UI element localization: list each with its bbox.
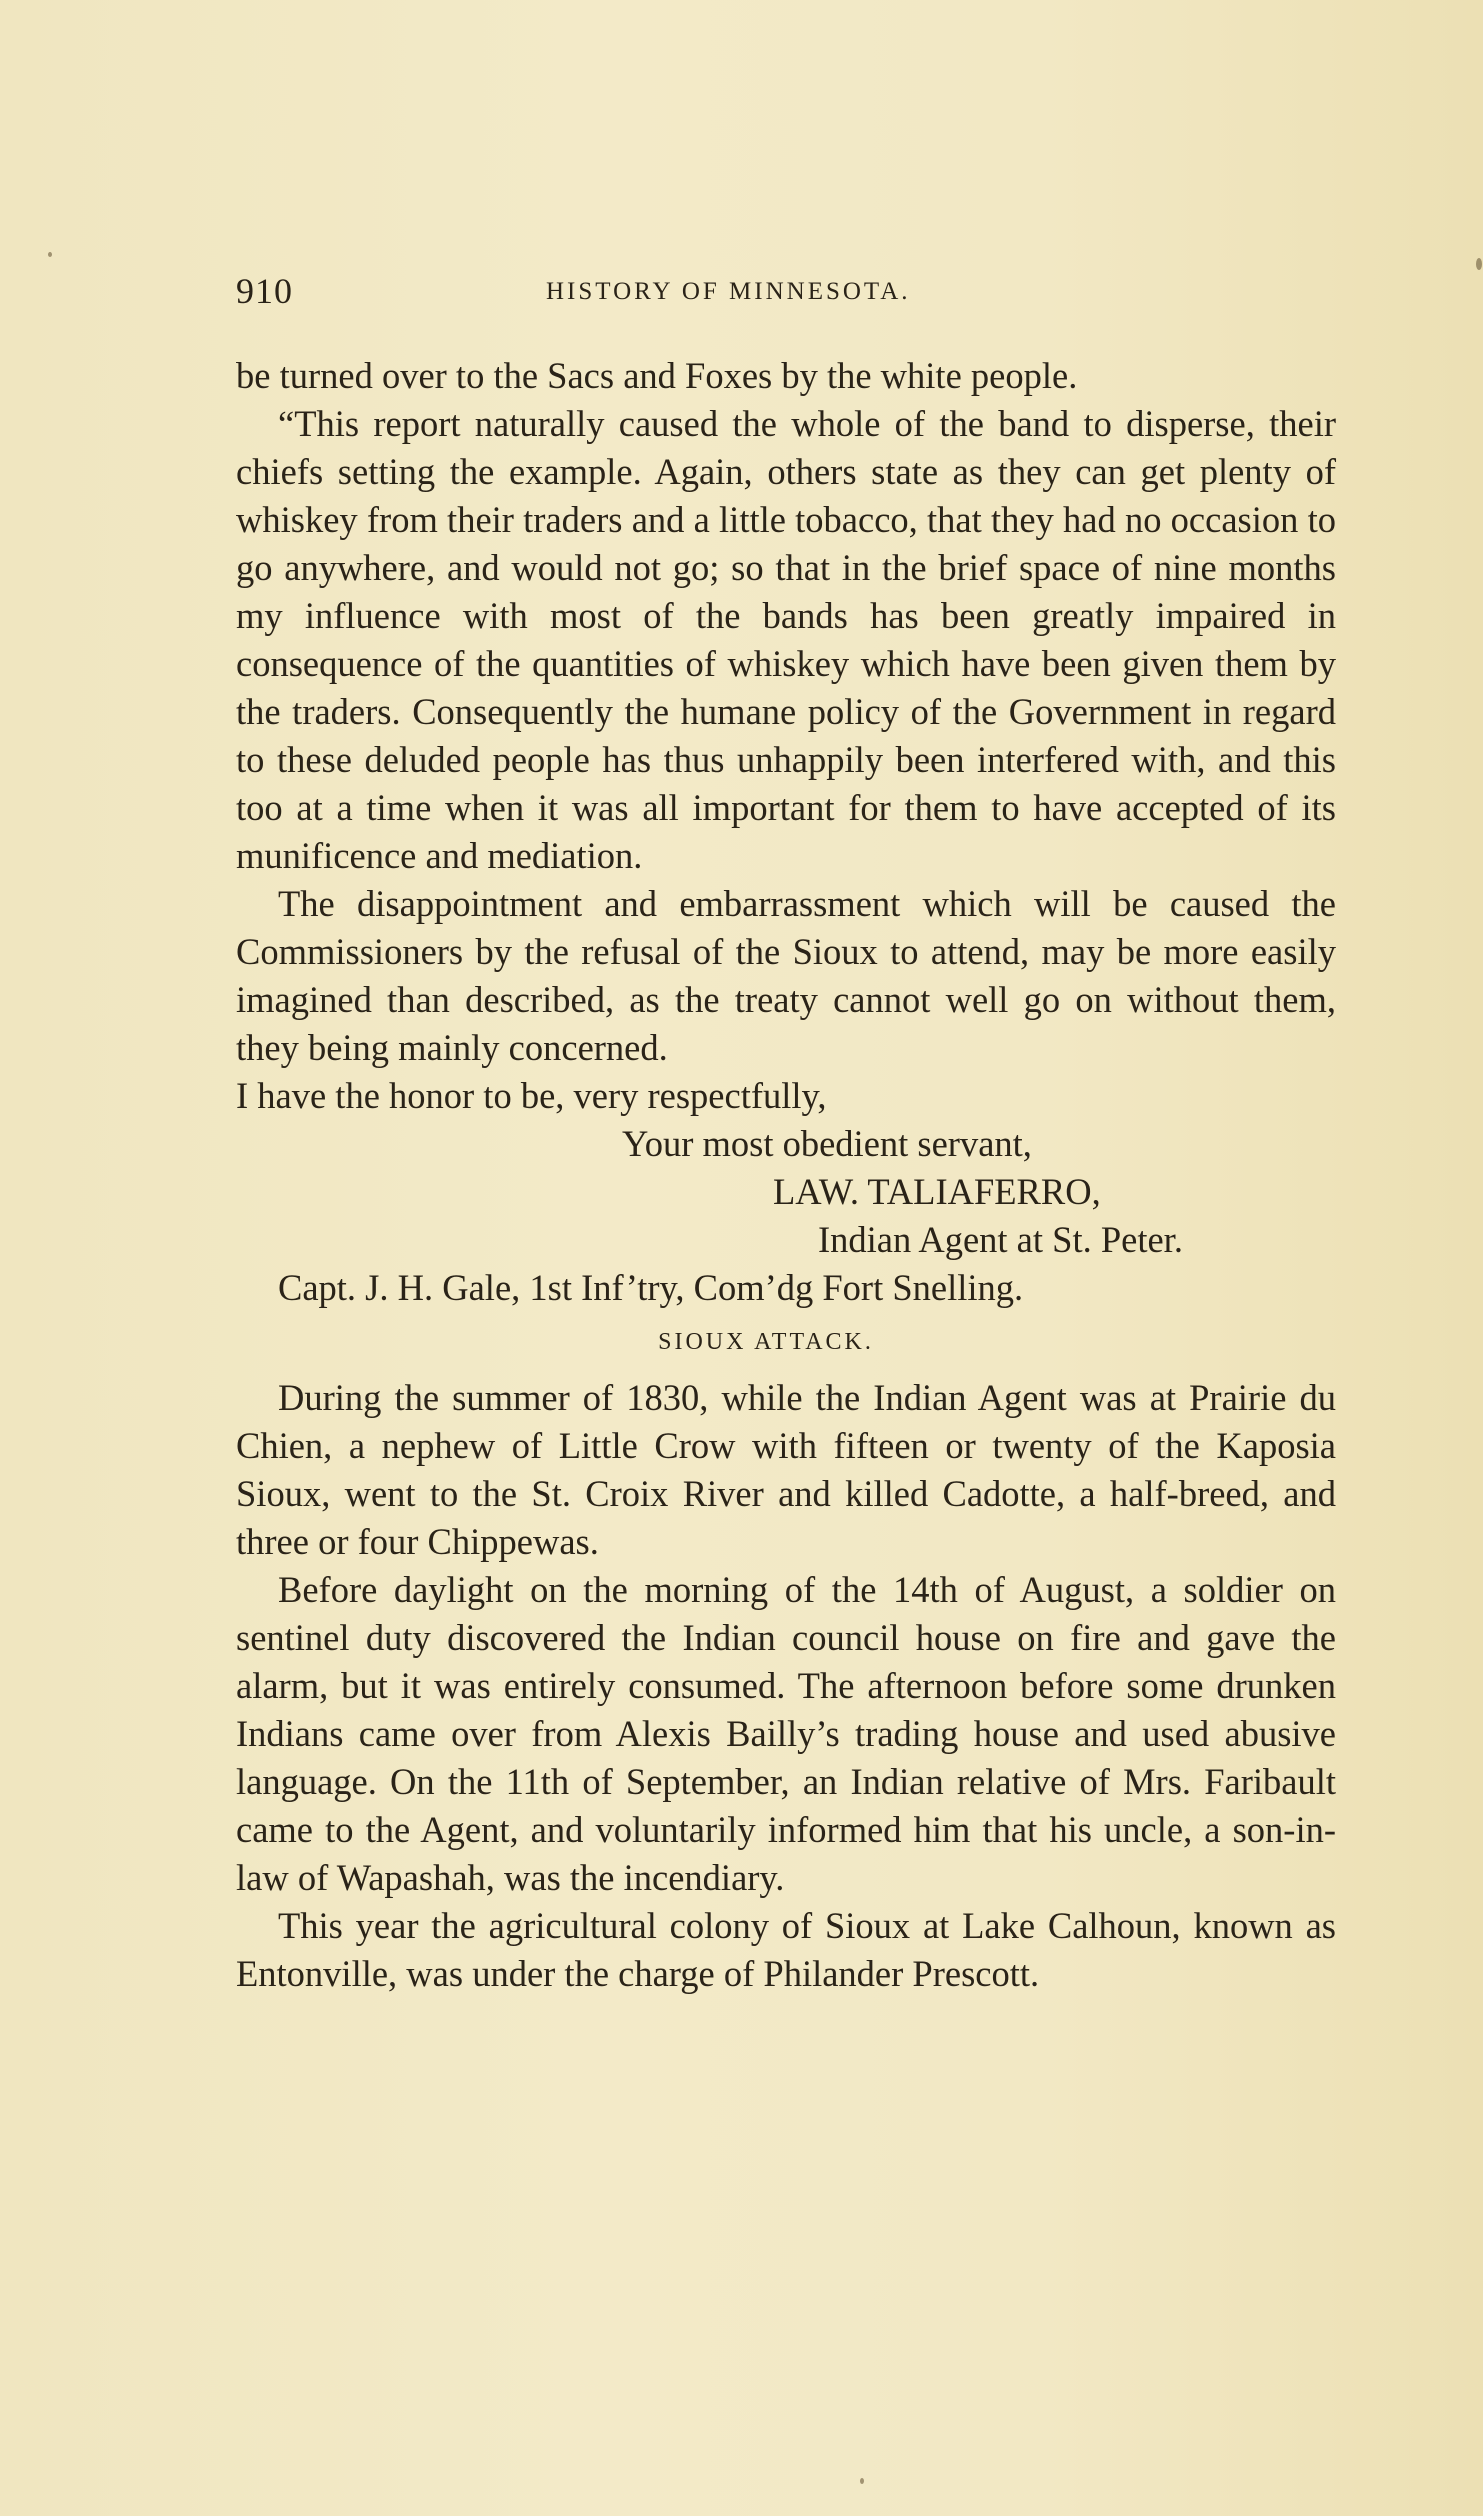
signature-title: Indian Agent at St. Peter. — [818, 1219, 1183, 1260]
letter-signature — [236, 1120, 1336, 1312]
paragraph: During the summer of 1830, while the Indian Agent was at Prairie du Chien, a nephew of Little Crow with fifteen or twenty of the Kaposia Sioux, went to the St. Croix River and killed Cadotte, a half-breed, and three or four Chippewas. — [236, 1377, 1336, 1562]
body-text — [236, 352, 1336, 1998]
paragraph: be turned over to the Sacs and Foxes by the white people. — [236, 355, 1078, 396]
paper-speck — [48, 252, 52, 257]
paper-speck — [1476, 258, 1482, 270]
paragraph: I have the honor to be, very respectfully, — [236, 1075, 827, 1116]
paper-speck — [860, 2478, 864, 2484]
running-head: HISTORY OF MINNESOTA. — [546, 278, 911, 305]
page-header — [236, 270, 1336, 320]
paragraph: The disappointment and embarrassment which will be caused the Commissioners by the refusal of the Sioux to attend, may be more easily imagined than described, as the treaty cannot well go on without them, they being mainly concerned. — [236, 883, 1336, 1068]
paragraph: “This report naturally caused the whole of the band to disperse, their chiefs setting the example. Again, others state as they can get plenty of whiskey from their traders and a little tobacco, that they had no occasion to go anywhere, and would not go; so that in the brief space of nine months my influence with most of the bands has been greatly impaired in consequence of the quantities of whiskey which have been given them by the traders. Consequently the humane policy of the Government in regard to these deluded people has thus unhappily been interfered with, and this too at a time when it was all important for them to have accepted of its munificence and mediation. — [236, 403, 1336, 876]
signature-name: LAW. TALIAFERRO, — [773, 1171, 1101, 1212]
letter-addressee: Capt. J. H. Gale, 1st Inf’try, Com’dg Fort Snelling. — [278, 1267, 1024, 1308]
paragraph: Before daylight on the morning of the 14th of August, a soldier on sentinel duty discovered the Indian council house on fire and gave the alarm, but it was entirely consumed. The afternoon before some drunken Indians came over from Alexis Bailly’s trading house and used abusive language. On the 11th of September, an Indian relative of Mrs. Faribault came to the Agent, and voluntarily informed him that his uncle, a son-in-law of Wapashah, was the incendiary. — [236, 1569, 1336, 1898]
signature-closing: Your most obedient servant, — [622, 1123, 1032, 1164]
page-number: 910 — [236, 271, 293, 311]
section-heading: SIOUX ATTACK. — [658, 1329, 874, 1355]
paragraph: This year the agricultural colony of Sioux at Lake Calhoun, known as Entonville, was under the charge of Philander Prescott. — [236, 1905, 1336, 1994]
